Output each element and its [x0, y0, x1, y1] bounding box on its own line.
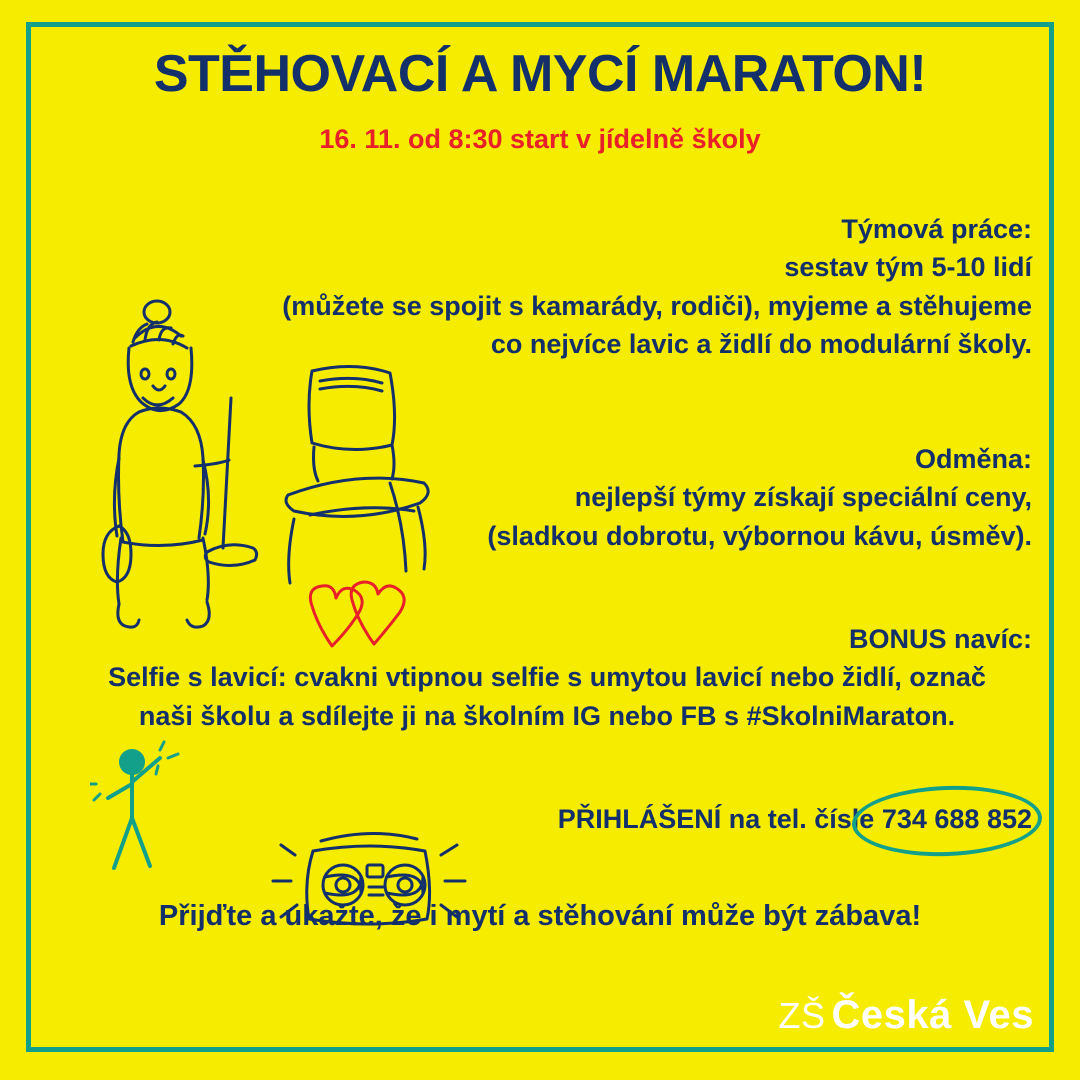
page-title: STĚHOVACÍ A MYCÍ MARATON!: [153, 45, 927, 103]
event-subtitle: 16. 11. od 8:30 start v jídelně školy: [319, 124, 761, 154]
section-teamwork: [132, 210, 1032, 363]
reward-heading: Odměna:: [914, 444, 1032, 474]
school-logo: [779, 993, 1034, 1038]
reward-line-1: nejlepší týmy získají speciální ceny,: [574, 482, 1032, 513]
signup-label: PŘIHLÁŠENÍ na tel. čísle: [557, 804, 875, 834]
bonus-heading: BONUS navíc:: [848, 624, 1032, 654]
teamwork-heading: Týmová práce:: [841, 214, 1032, 244]
teamwork-line-3: co nejvíce lavic a židlí do modulární školy.: [490, 328, 1032, 359]
logo-prefix: ZŠ: [778, 995, 826, 1036]
signup-phone-number[interactable]: 734 688 852: [881, 804, 1032, 834]
bonus-line-1: Selfie s lavicí: cvakni vtipnou selfie s umytou lavicí nebo židlí, označ: [108, 662, 986, 693]
closing-message: Přijďte a ukažte, že i mytí a stěhování může být zábava!: [158, 900, 922, 932]
reward-line-2: (sladkou dobrotu, výbornou kávu, úsměv).: [487, 520, 1032, 551]
logo-name: Česká Ves: [831, 993, 1034, 1037]
bonus-line-2: naši školu a sdílejte ji na školním IG nebo FB s #SkolniMaraton.: [138, 700, 956, 731]
teamwork-line-2: (můžete se spojit s kamarády, rodiči), myjeme a stěhujeme: [282, 290, 1032, 321]
section-signup: [62, 800, 1032, 838]
section-bonus: [62, 620, 1032, 735]
section-reward: [132, 440, 1032, 555]
teamwork-line-1: sestav tým 5-10 lidí: [784, 252, 1032, 283]
